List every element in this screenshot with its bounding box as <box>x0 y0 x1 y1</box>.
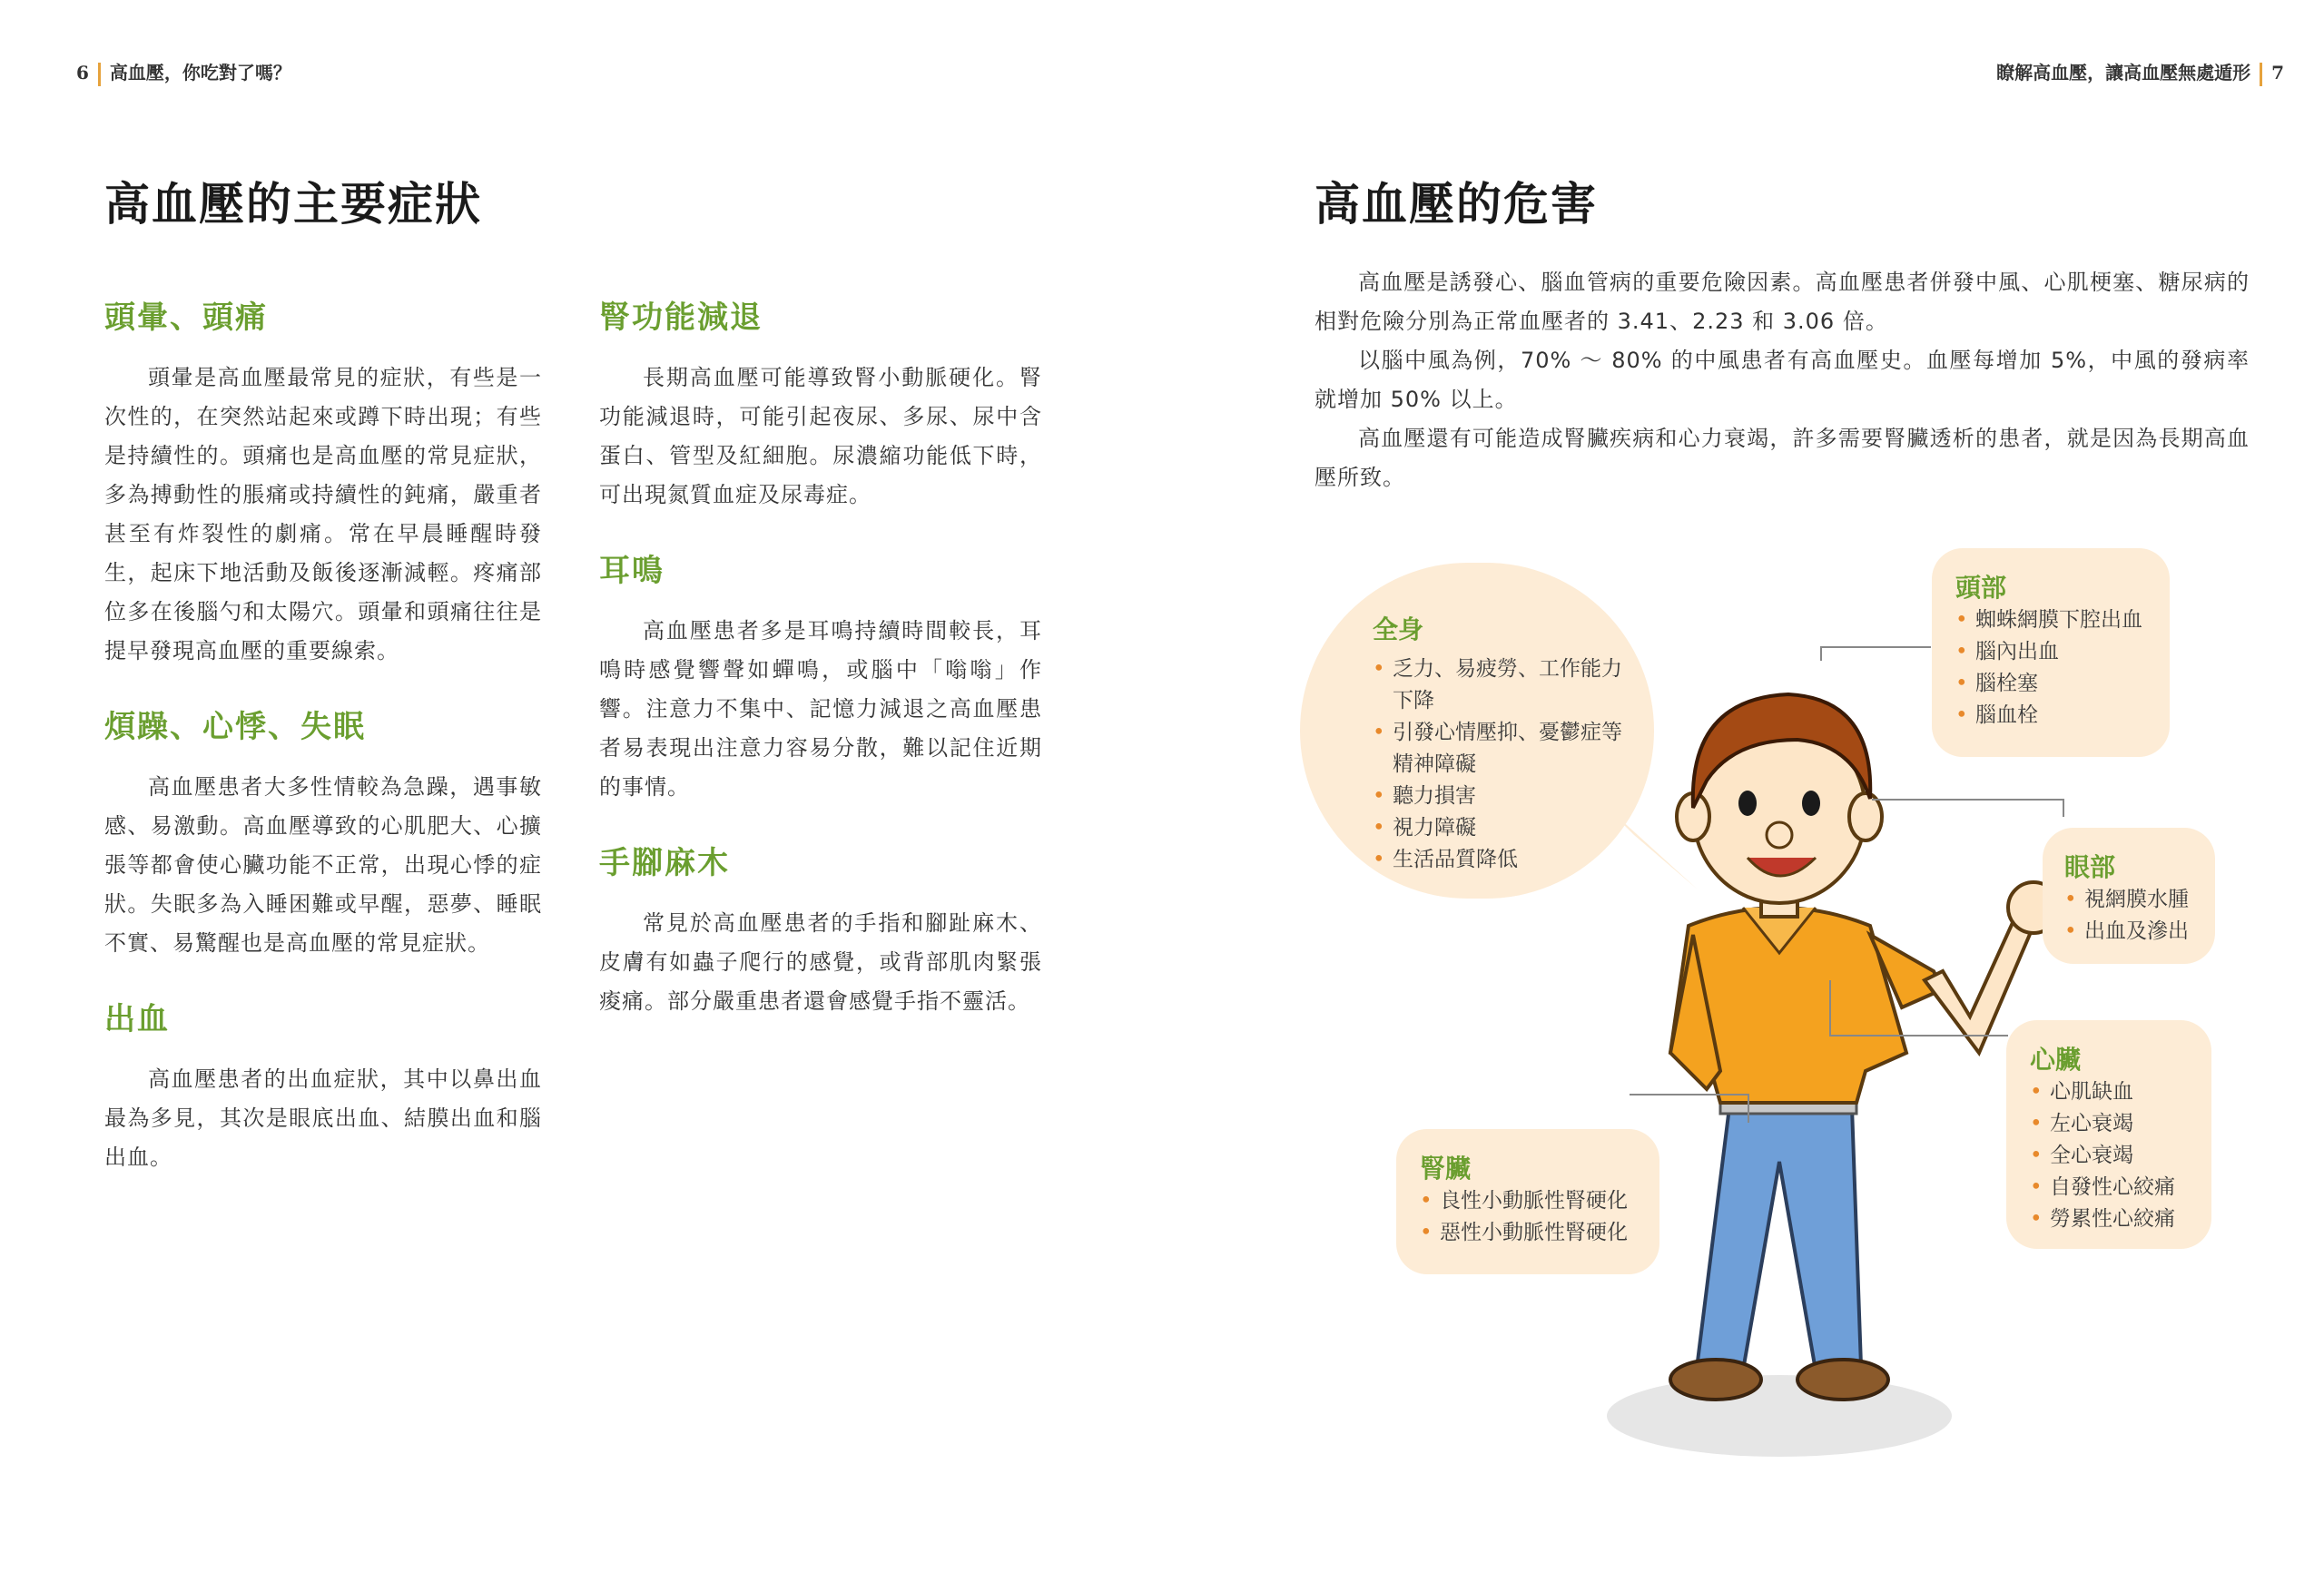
jeans <box>1698 1107 1861 1371</box>
callout-eyes <box>2043 828 2215 964</box>
left-column-2 <box>599 292 1042 1021</box>
divider-bar <box>98 63 101 86</box>
section-heading-numbness: 手腳麻木 <box>599 845 730 881</box>
leader-line-heart <box>1829 980 2008 1037</box>
right-page-number: 7 <box>2271 62 2284 84</box>
left-running-header <box>76 58 291 86</box>
leader-line-eyes <box>1872 799 2064 817</box>
callout-item: • 視網膜水腫 <box>2064 884 2201 916</box>
callout-kidney <box>1396 1129 1659 1274</box>
section-body-bleeding: 高血壓患者的出血症狀，其中以鼻出血最為多見，其次是眼底出血、結膜出血和腦出血。 <box>104 1066 542 1170</box>
section-heading-dizziness: 頭暈、頭痛 <box>104 300 268 336</box>
divider-bar <box>2260 63 2262 86</box>
section-heading-palpitation: 煩躁、心悸、失眠 <box>104 709 366 745</box>
callout-item: • 良性小動脈性腎硬化 <box>1420 1185 1645 1217</box>
callout-item: • 蜘蛛網膜下腔出血 <box>1955 604 2152 636</box>
left-page-number: 6 <box>76 62 89 84</box>
callout-item: • 引發心情壓抑、憂鬱症等精神障礙 <box>1373 717 1636 781</box>
callout-item: • 乏力、易疲勞、工作能力下降 <box>1373 653 1636 717</box>
section-heading-tinnitus: 耳鳴 <box>599 553 665 589</box>
callout-item: • 左心衰竭 <box>2030 1108 2197 1140</box>
right-page-title: 高血壓的危害 <box>1315 177 1598 231</box>
left-running-title: 高血壓，你吃對了嗎？ <box>109 62 291 84</box>
section-body-palpitation: 高血壓患者大多性情較為急躁，遇事敏感、易激動。高血壓導致的心肌肥大、心擴張等都會使心臟功能不正常，出現心悸的症狀。失眠多為入睡困難或早醒，惡夢、睡眠不實、易驚醒也是高血壓的常見症狀。 <box>104 774 542 956</box>
callout-head <box>1932 548 2170 757</box>
intro-text <box>1315 263 2250 497</box>
callout-item: • 腦栓塞 <box>1955 668 2152 700</box>
leader-line-head <box>1820 646 1931 661</box>
intro-paragraph: 高血壓是誘發心、腦血管病的重要危險因素。高血壓患者併發中風、心肌梗塞、糖尿病的相對危險分別為正常血壓者的 3.41、2.23 和 3.06 倍。 <box>1315 270 2250 334</box>
speech-bubble-tail <box>1598 799 1707 899</box>
leader-line-kidney <box>1630 1094 1749 1123</box>
right-running-title: 瞭解高血壓，讓高血壓無處遁形 <box>1996 62 2251 84</box>
callout-title: 眼部 <box>2064 852 2116 882</box>
callout-item: • 生活品質降低 <box>1373 844 1636 876</box>
floor-shadow <box>1607 1375 1952 1457</box>
left-shoe <box>1670 1360 1761 1400</box>
section-heading-bleeding: 出血 <box>104 1001 170 1037</box>
right-running-header <box>1996 58 2284 86</box>
intro-paragraph: 以腦中風為例，70% ～ 80% 的中風患者有高血壓史。血壓每增加 5%，中風的發病率就增加 50% 以上。 <box>1315 348 2250 412</box>
section-body-dizziness: 頭暈是高血壓最常見的症狀，有些是一次性的，在突然站起來或蹲下時出現；有些是持續性的。頭痛也是高血壓的常見症狀，多為搏動性的脹痛或持續性的鈍痛，嚴重者甚至有炸裂性的劇痛。常在早晨睡醒時發生，起床下地活動及飯後逐漸減輕。疼痛部位多在後腦勺和太陽穴。頭暈和頭痛往往是提早發現高血壓的重要線索。 <box>104 365 542 663</box>
callout-heart <box>2006 1020 2211 1249</box>
callout-item: • 視力障礙 <box>1373 812 1636 844</box>
callout-title: 全身 <box>1373 614 1424 644</box>
intro-paragraph: 高血壓還有可能造成腎臟疾病和心力衰竭，許多需要腎臟透析的患者，就是因為長期高血壓所致。 <box>1315 426 2250 490</box>
callout-item: • 勞累性心絞痛 <box>2030 1204 2197 1235</box>
section-body-kidney-function: 長期高血壓可能導致腎小動脈硬化。腎功能減退時，可能引起夜尿、多尿、尿中含蛋白、管型及紅細胞。尿濃縮功能低下時，可出現氮質血症及尿毒症。 <box>599 365 1042 507</box>
callout-item: • 心肌缺血 <box>2030 1076 2197 1108</box>
callout-item: • 腦內出血 <box>1955 636 2152 668</box>
callout-title: 腎臟 <box>1420 1154 1472 1184</box>
left-page-title: 高血壓的主要症狀 <box>104 177 482 231</box>
callout-item: • 惡性小動脈性腎硬化 <box>1420 1217 1645 1249</box>
callout-title: 心臟 <box>2030 1045 2082 1075</box>
callout-item: • 聽力損害 <box>1373 781 1636 812</box>
section-body-numbness: 常見於高血壓患者的手指和腳趾麻木、皮膚有如蟲子爬行的感覺，或背部肌肉緊張痠痛。部分嚴重患者還會感覺手指不靈活。 <box>599 910 1042 1014</box>
right-shoe <box>1797 1360 1888 1400</box>
section-heading-kidney-function: 腎功能減退 <box>599 300 763 336</box>
callout-title: 頭部 <box>1955 573 2007 603</box>
callout-item: • 出血及滲出 <box>2064 916 2201 948</box>
callout-item: • 自發性心絞痛 <box>2030 1172 2197 1204</box>
section-body-tinnitus: 高血壓患者多是耳鳴持續時間較長，耳鳴時感覺響聲如蟬鳴，或腦中「嗡嗡」作響。注意力不集中、記憶力減退之高血壓患者易表現出注意力容易分散，難以記住近期的事情。 <box>599 618 1042 800</box>
callout-item: • 全心衰竭 <box>2030 1140 2197 1172</box>
left-column-1 <box>104 292 542 1177</box>
callout-item: • 腦血栓 <box>1955 700 2152 732</box>
